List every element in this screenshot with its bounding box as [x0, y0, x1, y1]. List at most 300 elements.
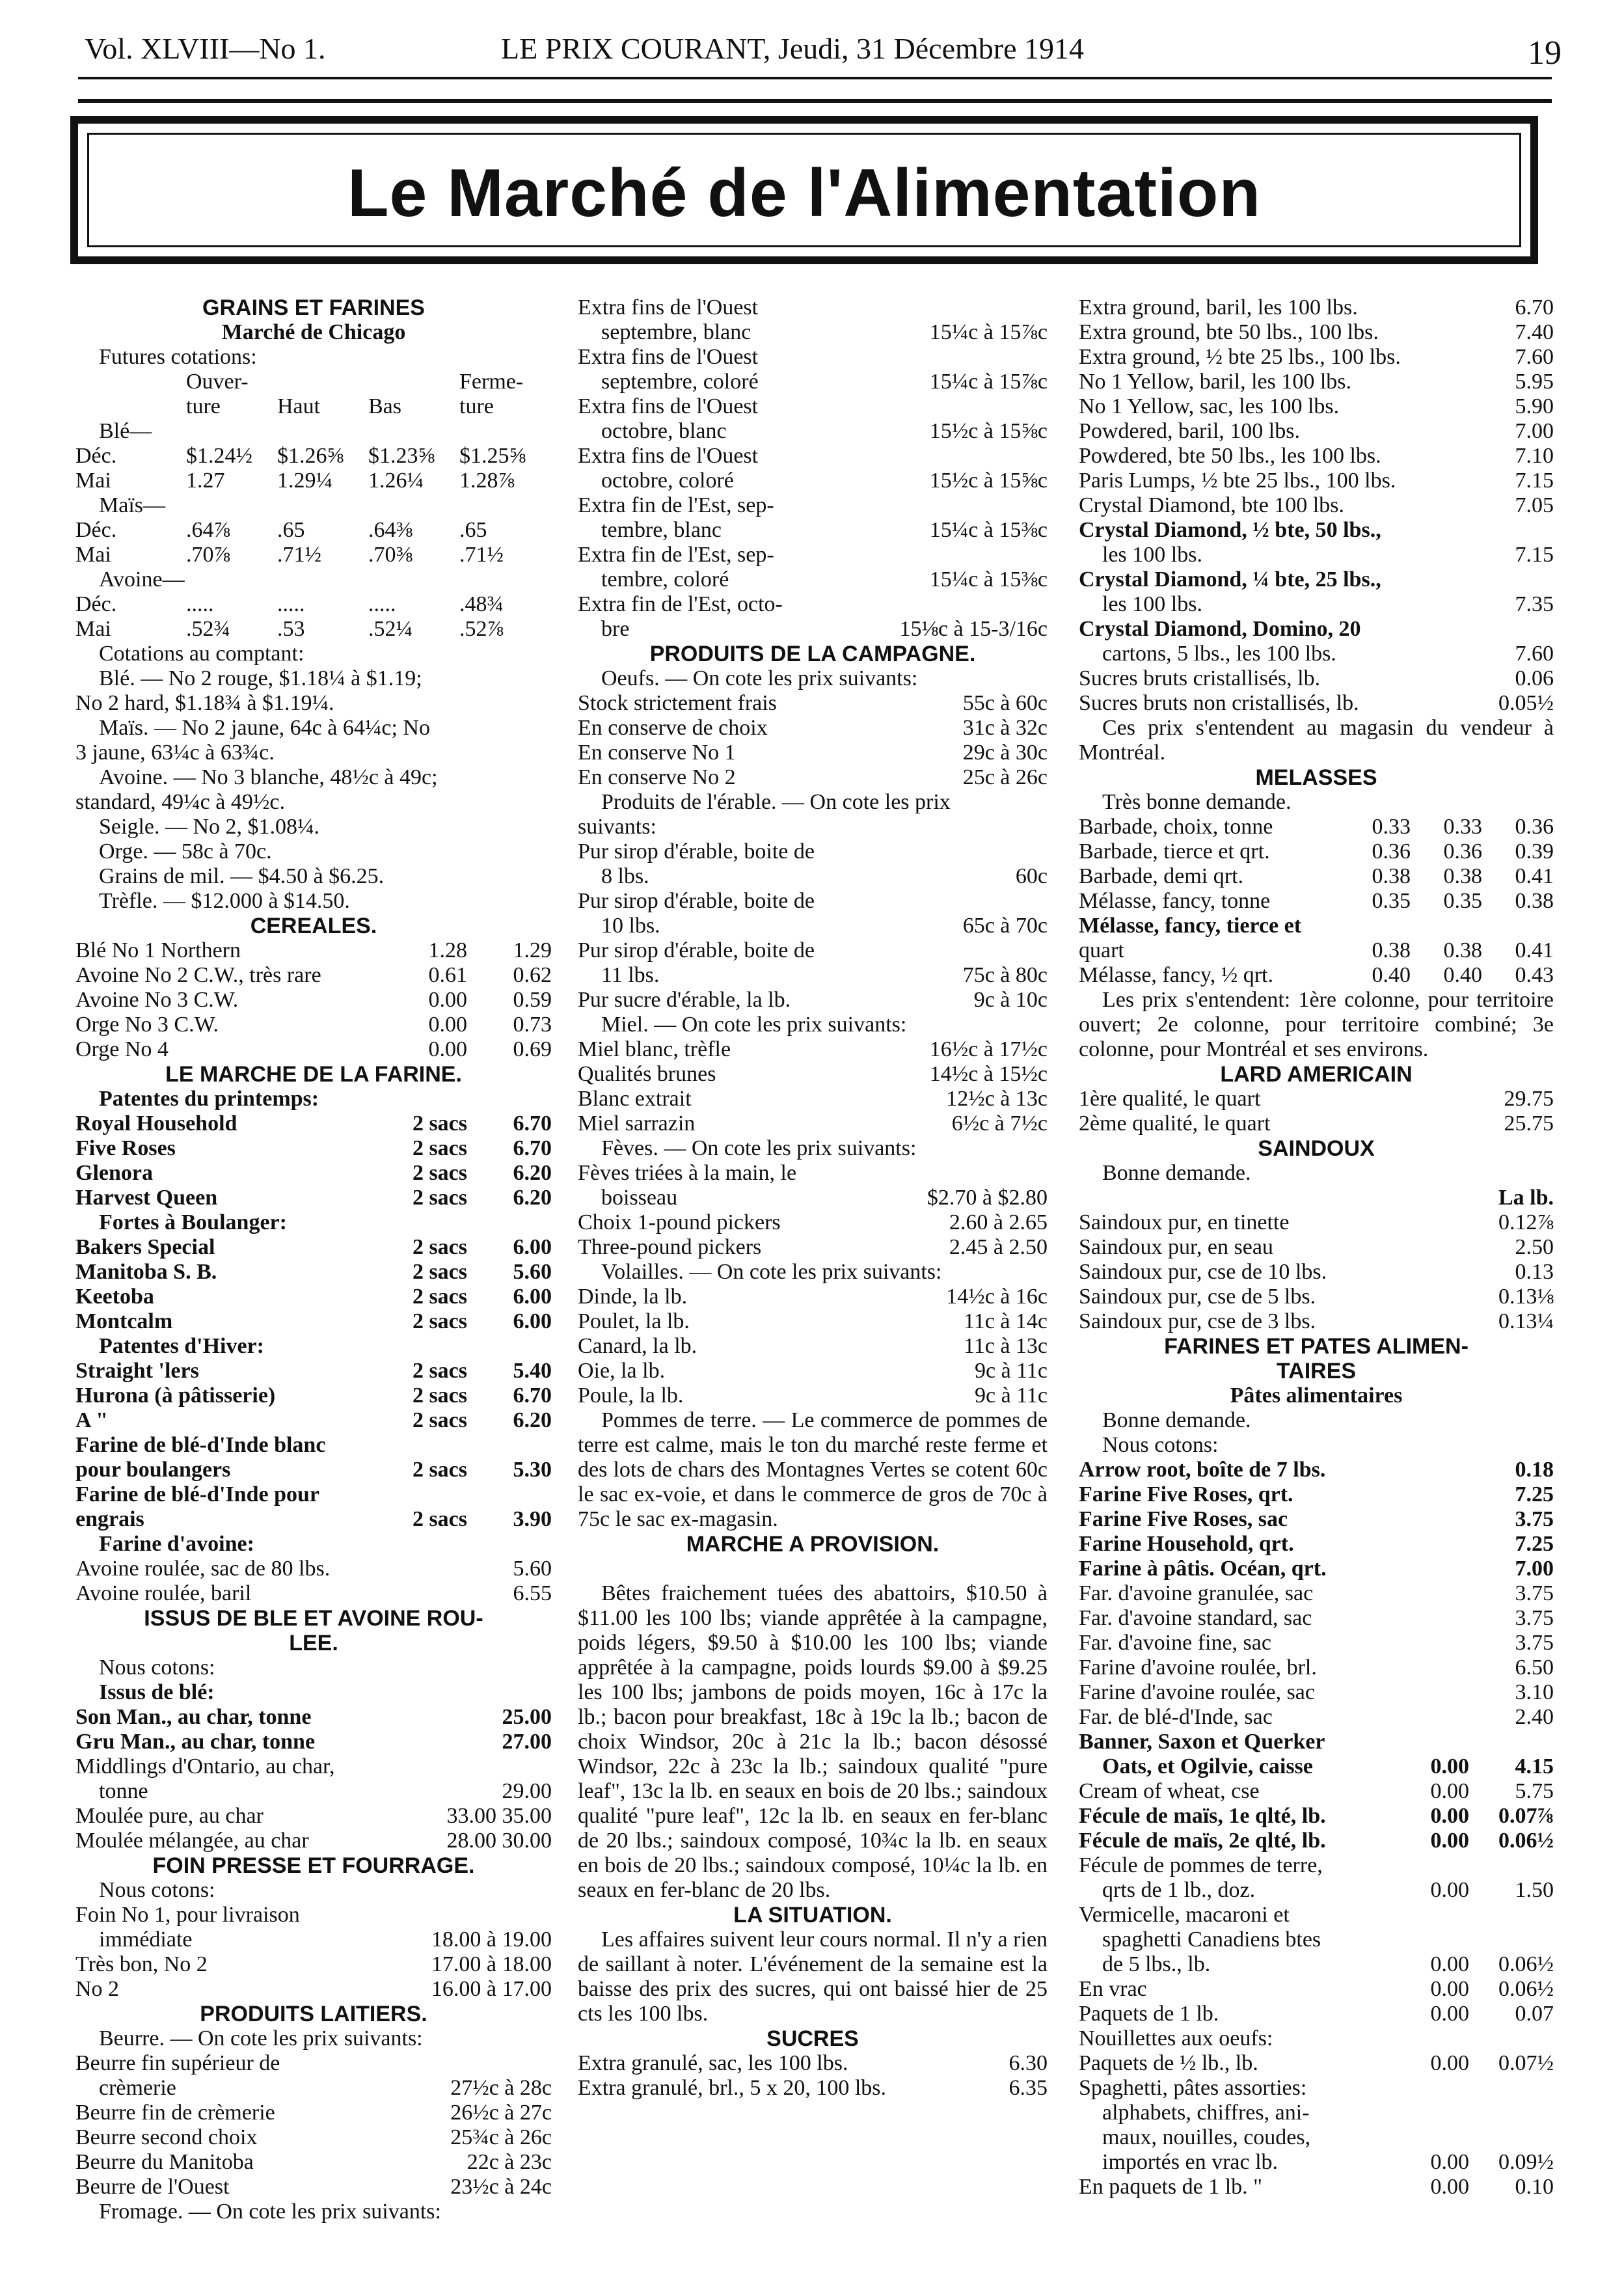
item-price: 26½c à 27c [450, 2101, 552, 2125]
item-price: 9c à 11c [974, 1383, 1048, 1408]
beurre-intro: Beurre. — On cote les prix suivants: [99, 2026, 423, 2050]
label: Harvest Queen [75, 1186, 218, 1210]
avoine-row [75, 1557, 552, 1581]
volailles-row [578, 1383, 1048, 1408]
comptant-line: 3 jaune, 63¼c à 63¾c. [75, 741, 275, 765]
vermicelle-line-2: spaghetti Canadiens btes [1102, 1928, 1321, 1952]
item-label: tembre, blanc [601, 518, 722, 542]
crystal-line: Crystal Diamond, Domino, 20 [1079, 617, 1361, 641]
col-head: ture [459, 394, 494, 418]
value: 6.20 [513, 1408, 552, 1432]
item-price: 14½c à 15½c [929, 1062, 1048, 1086]
item-label: Avoine roulée, sac de 80 lbs. [75, 1557, 331, 1581]
item-price: 25c à 26c [962, 765, 1048, 789]
item-label: octobre, blanc [601, 419, 727, 443]
crystal-row [1079, 592, 1554, 617]
futures-header [75, 370, 552, 394]
item-label: Extra fins de l'Ouest [578, 295, 759, 320]
lard-heading: LARD AMERICAIN [1220, 1062, 1413, 1087]
fromage-row [578, 543, 1048, 567]
value: 0.61 [428, 963, 467, 987]
item-price: 5.95 [1515, 370, 1554, 394]
item-price: 3.75 [1515, 1606, 1554, 1630]
value: 0.38 [1515, 889, 1554, 913]
saindoux-row [1079, 1285, 1554, 1309]
label: quart [1079, 938, 1124, 962]
issus-ble-label: Issus de blé: [99, 1680, 215, 1704]
beurre-line: Beurre fin supérieur de [75, 2051, 280, 2075]
erable-row [578, 864, 1048, 889]
melasses-demande: Très bonne demande. [1102, 790, 1292, 814]
value: 0.35 [1372, 889, 1411, 913]
erable-intro: Produits de l'érable. — On cote les prix [601, 790, 951, 814]
item-label: Pur sirop d'érable, boite de [578, 839, 815, 864]
fromage-row [578, 295, 1048, 320]
value: 0.36 [1443, 839, 1482, 864]
item-price: 25.00 [502, 1705, 552, 1729]
nouillettes-row [1079, 2051, 1554, 2076]
cell: .65 [277, 518, 305, 542]
foin-row [75, 1952, 552, 1977]
label: Five Roses [75, 1136, 176, 1160]
melasses-row [1079, 889, 1554, 914]
label: Fécule de maïs, 1e qlté, lb. [1079, 1804, 1326, 1828]
lard-row [1079, 1111, 1554, 1136]
oeufs-row [578, 765, 1048, 790]
item-label: 10 lbs. [601, 914, 660, 938]
value: 0.00 [1430, 1754, 1469, 1778]
fromage-row [578, 370, 1048, 394]
flour-row [75, 1136, 552, 1161]
item-label: Far. d'avoine fine, sac [1079, 1631, 1271, 1655]
item-price: 9c à 11c [974, 1359, 1048, 1383]
item-price: 9c à 10c [973, 988, 1048, 1012]
pates-row [1079, 1458, 1554, 1482]
value: 0.00 [1430, 2150, 1469, 2174]
item-label: septembre, blanc [601, 320, 751, 344]
erable-intro-2: suivants: [578, 815, 656, 839]
volailles-row [578, 1334, 1048, 1359]
flour-row [75, 1260, 552, 1285]
label: Cream of wheat, cse [1079, 1779, 1260, 1803]
value: 0.00 [1430, 1779, 1469, 1803]
item-label: Far. d'avoine standard, sac [1079, 1606, 1312, 1630]
avoine-label: Avoine— [99, 567, 185, 592]
item-label: En conserve No 1 [578, 741, 736, 765]
fecule-row [1079, 1878, 1554, 1903]
feves-intro: Fèves. — On cote les prix suivants: [601, 1136, 917, 1160]
label: Paquets de 1 lb. [1079, 2002, 1219, 2026]
item-price: 6.50 [1515, 1655, 1554, 1680]
sucres-row [1079, 493, 1554, 518]
column-1 [75, 295, 552, 2224]
vrac-row [1079, 2002, 1554, 2026]
value: 6.00 [513, 1235, 552, 1259]
situation-paragraph: Les affaires suivent leur cours normal. Il n'y a rien de saillant à noter. L'événement de la semaine est la baisse des prix des sucres, qui ont baissé hier de 25 cts les 100 lbs. [578, 1928, 1048, 2026]
item-label: Powdered, bte 50 lbs., les 100 lbs. [1079, 444, 1381, 468]
crystal-line: Crystal Diamond, ¼ bte, 25 lbs., [1079, 567, 1381, 592]
erable-row [578, 988, 1048, 1013]
saindoux-unit [1079, 1186, 1554, 1210]
value: 5.30 [513, 1458, 552, 1482]
value: 6.00 [513, 1285, 552, 1309]
beurre-row [75, 2076, 552, 2101]
item-price: 15½c à 15⅝c [929, 469, 1048, 493]
feves-row [578, 1235, 1048, 1260]
beurre-row [75, 2150, 552, 2175]
item-label: les 100 lbs. [1102, 592, 1202, 616]
saindoux-heading: SAINDOUX [1258, 1136, 1375, 1161]
item-label: Beurre fin de crèmerie [75, 2101, 275, 2125]
foin-row [75, 1977, 552, 2002]
comptant-line: Grains de mil. — $4.50 à $6.25. [99, 864, 385, 888]
item-price: 7.40 [1515, 320, 1554, 344]
item-price: 0.12⅞ [1498, 1210, 1554, 1234]
value: 0.38 [1372, 938, 1411, 962]
flour-row [75, 1408, 552, 1433]
sucres-row [1079, 469, 1554, 493]
value: 0.38 [1443, 864, 1482, 888]
cell: .53 [277, 617, 305, 641]
item-price: 18.00 à 19.00 [431, 1928, 552, 1952]
melasses-row [1079, 839, 1554, 864]
value: 6.20 [513, 1161, 552, 1185]
value: 0.41 [1515, 864, 1554, 888]
cell: ..... [277, 592, 305, 616]
erable-row [578, 963, 1048, 988]
item-label: 11 lbs. [601, 963, 660, 987]
label: Barbade, tierce et qrt. [1079, 839, 1270, 864]
label: Orge No 3 C.W. [75, 1013, 219, 1037]
label: Oats, et Ogilvie, caisse [1102, 1754, 1313, 1778]
value: 0.00 [428, 1037, 467, 1061]
value: 0.00 [428, 1013, 467, 1037]
comptant-line: Blé. — No 2 rouge, $1.18¼ à $1.19; [99, 666, 422, 690]
lard-row [1079, 1087, 1554, 1111]
col-head [75, 370, 186, 394]
item-label: En conserve de choix [578, 716, 768, 740]
label: Bakers Special [75, 1235, 215, 1259]
pates-row [1079, 1532, 1554, 1557]
col-head: Ouver- [186, 370, 249, 394]
feves-row [578, 1161, 1048, 1186]
erable-row [578, 914, 1048, 938]
item-label: Saindoux pur, en tinette [1079, 1210, 1290, 1234]
value: 5.60 [513, 1260, 552, 1284]
beurre-row [75, 2101, 552, 2125]
nouillettes-line: Nouillettes aux oeufs: [1079, 2026, 1273, 2050]
mais-row [75, 518, 552, 543]
item-label: Farine d'avoine roulée, brl. [1079, 1655, 1317, 1680]
erable-row [578, 889, 1048, 914]
page-number: 19 [1528, 34, 1562, 72]
item-label: 8 lbs. [601, 864, 649, 888]
pates-row [1079, 1680, 1554, 1705]
item-price: 0.18 [1515, 1458, 1554, 1482]
item-price: 17.00 à 18.00 [431, 1952, 552, 1976]
sucres-row [1079, 320, 1554, 345]
label: Barbade, demi qrt. [1079, 864, 1244, 888]
feves-row [578, 1186, 1048, 1210]
value: 0.35 [1443, 889, 1482, 913]
item-price: 3.75 [1515, 1581, 1554, 1605]
fromage-row [578, 394, 1048, 419]
farine-avoine-label: Farine d'avoine: [99, 1532, 254, 1556]
page-title: Le Marché de l'Alimentation [347, 156, 1261, 231]
situation-heading: LA SITUATION. [733, 1903, 892, 1928]
item-price: 7.25 [1515, 1482, 1554, 1506]
banner-row [1079, 1754, 1554, 1779]
cell: 1.27 [186, 469, 225, 493]
cell: $1.23⅝ [368, 444, 435, 468]
value: 0.62 [513, 963, 552, 987]
item-label: Saindoux pur, cse de 10 lbs. [1079, 1260, 1327, 1284]
cell: .52¾ [186, 617, 230, 641]
oeufs-row [578, 691, 1048, 716]
cell: .71½ [459, 543, 504, 567]
pates-row [1079, 1655, 1554, 1680]
item-label: Blanc extrait [578, 1087, 692, 1111]
item-label: Farine à pâtis. Océan, qrt. [1079, 1557, 1327, 1581]
cell: Mai [75, 617, 111, 641]
item-label: No 1 Yellow, sac, les 100 lbs. [1079, 394, 1340, 418]
moulee-row [75, 1804, 552, 1829]
item-price: 5.90 [1515, 394, 1554, 418]
fromage-row [578, 518, 1048, 543]
item-price: 25.75 [1504, 1111, 1554, 1136]
value: 0.07⅞ [1498, 1804, 1554, 1828]
melasses-row [1079, 815, 1554, 839]
cell: Mai [75, 469, 111, 493]
label: Paquets de ½ lb., lb. [1079, 2051, 1258, 2075]
comptant-line: No 2 hard, $1.18¾ à $1.19¼. [75, 691, 334, 715]
item-label: Avoine roulée, baril [75, 1581, 252, 1605]
item-price: 15¼c à 15⅜c [929, 518, 1048, 542]
avoine-row [75, 592, 552, 617]
item-label: Pur sucre d'érable, la lb. [578, 988, 791, 1012]
crystal-line: Crystal Diamond, ½ bte, 50 lbs., [1079, 518, 1381, 542]
item-price: 2.50 [1515, 1235, 1554, 1259]
label: de 5 lbs., lb. [1102, 1952, 1211, 1976]
item-label: Miel blanc, trèfle [578, 1037, 731, 1061]
header-rule-2 [78, 99, 1552, 103]
item-price: 29.00 [502, 1779, 552, 1803]
value: 3.90 [513, 1507, 552, 1531]
value: 0.06½ [1498, 1977, 1554, 2001]
item-label: Arrow root, boîte de 7 lbs. [1079, 1458, 1326, 1482]
value: 5.40 [513, 1359, 552, 1383]
item-label: Beurre second choix [75, 2125, 258, 2149]
fromage-row [578, 617, 1048, 642]
item-price: 7.60 [1515, 642, 1554, 666]
oeufs-intro: Oeufs. — On cote les prix suivants: [601, 666, 918, 690]
value: 6.20 [513, 1186, 552, 1210]
item-price: 23½c à 24c [450, 2175, 552, 2199]
printemps-label: Patentes du printemps: [99, 1087, 319, 1111]
vermicelle-line: Vermicelle, macaroni et [1079, 1903, 1290, 1927]
value: 0.38 [1372, 864, 1411, 888]
label: Mélasse, fancy, ½ qrt. [1079, 963, 1273, 987]
item-label: Qualités brunes [578, 1062, 716, 1086]
item-price: 29c à 30c [962, 741, 1048, 765]
item-label: Moulée mélangée, au char [75, 1829, 309, 1853]
value: 0.36 [1515, 815, 1554, 839]
item-label: Son Man., au char, tonne [75, 1705, 312, 1729]
value: 2 sacs [412, 1408, 467, 1432]
item-label: Dinde, la lb. [578, 1285, 688, 1309]
mais-label: Maïs— [99, 493, 165, 517]
item-label: Stock strictement frais [578, 691, 777, 715]
melasses-row [1079, 864, 1554, 889]
ble-label: Blé— [99, 419, 152, 443]
item-label: cartons, 5 lbs., les 100 lbs. [1102, 642, 1336, 666]
melasses-note: Les prix s'entendent: 1ère colonne, pour territoire ouvert; 2e colonne, pour territoire combiné; 3e colonne, pour Montréal et ses environs. [1079, 988, 1554, 1061]
item-label: Extra granulé, sac, les 100 lbs. [578, 2051, 848, 2075]
ble-inde-line: Farine de blé-d'Inde blanc [75, 1433, 326, 1457]
item-price: 12½c à 13c [946, 1087, 1048, 1111]
cereales-heading: CEREALES. [250, 914, 377, 938]
value: 0.69 [513, 1037, 552, 1061]
item-price: 11c à 13c [963, 1334, 1048, 1358]
farines-heading: FARINES ET PATES ALIMEN- [1164, 1334, 1468, 1359]
item-price: 7.05 [1515, 493, 1554, 517]
provision-heading: MARCHE A PROVISION. [686, 1532, 940, 1557]
cereales-row [75, 1037, 552, 1062]
label: Straight 'lers [75, 1359, 199, 1383]
cell: .65 [459, 518, 487, 542]
item-price: 22c à 23c [467, 2150, 552, 2174]
item-label: Choix 1-pound pickers [578, 1210, 781, 1234]
item-price: 29.75 [1504, 1087, 1554, 1111]
ble-row [75, 469, 552, 493]
item-label: Extra fin de l'Est, sep- [578, 493, 774, 517]
item-label: Farine Five Roses, qrt. [1079, 1482, 1293, 1506]
item-label: Moulée pure, au char [75, 1804, 264, 1828]
label: Manitoba S. B. [75, 1260, 217, 1284]
sucres-row [1079, 444, 1554, 469]
crystal-row [1079, 543, 1554, 567]
label: Barbade, choix, tonne [1079, 815, 1273, 839]
fromage-row [578, 493, 1048, 518]
sucres-row [1079, 345, 1554, 370]
item-price: 60c [1015, 864, 1048, 888]
item-label: Extra fins de l'Ouest [578, 394, 759, 418]
fromage-row [578, 419, 1048, 444]
paquets-row [1079, 2175, 1554, 2200]
value: 0.00 [1430, 2051, 1469, 2075]
item-label: Saindoux pur, cse de 5 lbs. [1079, 1285, 1316, 1309]
sucres-row [1079, 370, 1554, 394]
avoine-row [75, 1581, 552, 1606]
item-label: Three-pound pickers [578, 1235, 762, 1259]
foin-row [75, 1928, 552, 1952]
item-label: Oie, la lb. [578, 1359, 666, 1383]
pates-row [1079, 1581, 1554, 1606]
value: 0.06½ [1498, 1829, 1554, 1853]
item-price: 65c à 70c [962, 914, 1048, 938]
item-price: 6½c à 7½c [951, 1111, 1048, 1136]
value: 2 sacs [412, 1507, 467, 1531]
foin-line: Foin No 1, pour livraison [75, 1903, 300, 1927]
value: 2 sacs [412, 1383, 467, 1408]
erable-row [578, 839, 1048, 864]
item-label: Saindoux pur, cse de 3 lbs. [1079, 1309, 1316, 1333]
erable-row [578, 938, 1048, 963]
farine-heading: LE MARCHE DE LA FARINE. [165, 1062, 462, 1087]
cell: 1.26¼ [368, 469, 424, 493]
ble-inde-row [75, 1458, 552, 1482]
value: 0.33 [1372, 815, 1411, 839]
item-label: Farine Five Roses, sac [1079, 1507, 1288, 1531]
item-label: Pur sirop d'érable, boite de [578, 889, 815, 913]
value: 0.09½ [1498, 2150, 1554, 2174]
item-label: Très bon, No 2 [75, 1952, 208, 1976]
value: 0.33 [1443, 815, 1482, 839]
item-label: Gru Man., au char, tonne [75, 1730, 316, 1754]
value: 0.00 [1430, 2002, 1469, 2026]
item-price: 15¼c à 15⅞c [929, 370, 1048, 394]
flour-row [75, 1285, 552, 1309]
pates-cotons: Nous cotons: [1102, 1433, 1219, 1457]
label: qrts de 1 lb., doz. [1102, 1878, 1256, 1902]
item-price: La lb. [1498, 1186, 1554, 1210]
item-price: 0.13⅛ [1498, 1285, 1554, 1309]
item-label: Extra fin de l'Est, octo- [578, 592, 783, 616]
comptant-line: Orge. — 58c à 70c. [99, 839, 272, 864]
cell: ..... [186, 592, 214, 616]
item-label: No 2 [75, 1977, 120, 2001]
value: 6.70 [513, 1136, 552, 1160]
value: 6.70 [513, 1111, 552, 1136]
label: Blé No 1 Northern [75, 938, 241, 962]
pates-row [1079, 1606, 1554, 1631]
spaghetti-line: Spaghetti, pâtes assorties: [1079, 2076, 1307, 2100]
value: 2 sacs [412, 1458, 467, 1482]
volailles-row [578, 1359, 1048, 1383]
flour-row [75, 1111, 552, 1136]
issus-row [75, 1705, 552, 1730]
boulanger-label: Fortes à Boulanger: [99, 1210, 287, 1234]
value: 2 sacs [412, 1136, 467, 1160]
item-label: Extra fins de l'Ouest [578, 345, 759, 369]
item-label: immédiate [99, 1928, 193, 1952]
mais-row [75, 543, 552, 567]
item-label: Extra ground, baril, les 100 lbs. [1079, 295, 1358, 320]
item-label: Beurre de l'Ouest [75, 2175, 230, 2199]
item-price: 7.25 [1515, 1532, 1554, 1556]
item-price: 3.10 [1515, 1680, 1554, 1704]
bruts-row [1079, 691, 1554, 716]
cream-row [1079, 1779, 1554, 1804]
item-label: les 100 lbs. [1102, 543, 1202, 567]
value: 2 sacs [412, 1161, 467, 1185]
fromage-row [578, 592, 1048, 617]
item-price: 5.60 [513, 1557, 552, 1581]
label: engrais [75, 1507, 144, 1531]
item-label: 2ème qualité, le quart [1079, 1111, 1271, 1136]
value: 0.00 [1430, 1804, 1469, 1828]
saindoux-row [1079, 1260, 1554, 1285]
value: 2 sacs [412, 1111, 467, 1136]
spaghetti-line-3: maux, nouilles, coudes, [1102, 2125, 1311, 2149]
label: Montcalm [75, 1309, 173, 1333]
col-head: Ferme- [459, 370, 524, 394]
item-price: 75c à 80c [962, 963, 1048, 987]
item-price: 6.35 [1008, 2076, 1048, 2100]
cell: $1.25⅝ [459, 444, 526, 468]
value: 0.73 [513, 1013, 552, 1037]
pates-subheading: Pâtes alimentaires [1230, 1383, 1403, 1408]
